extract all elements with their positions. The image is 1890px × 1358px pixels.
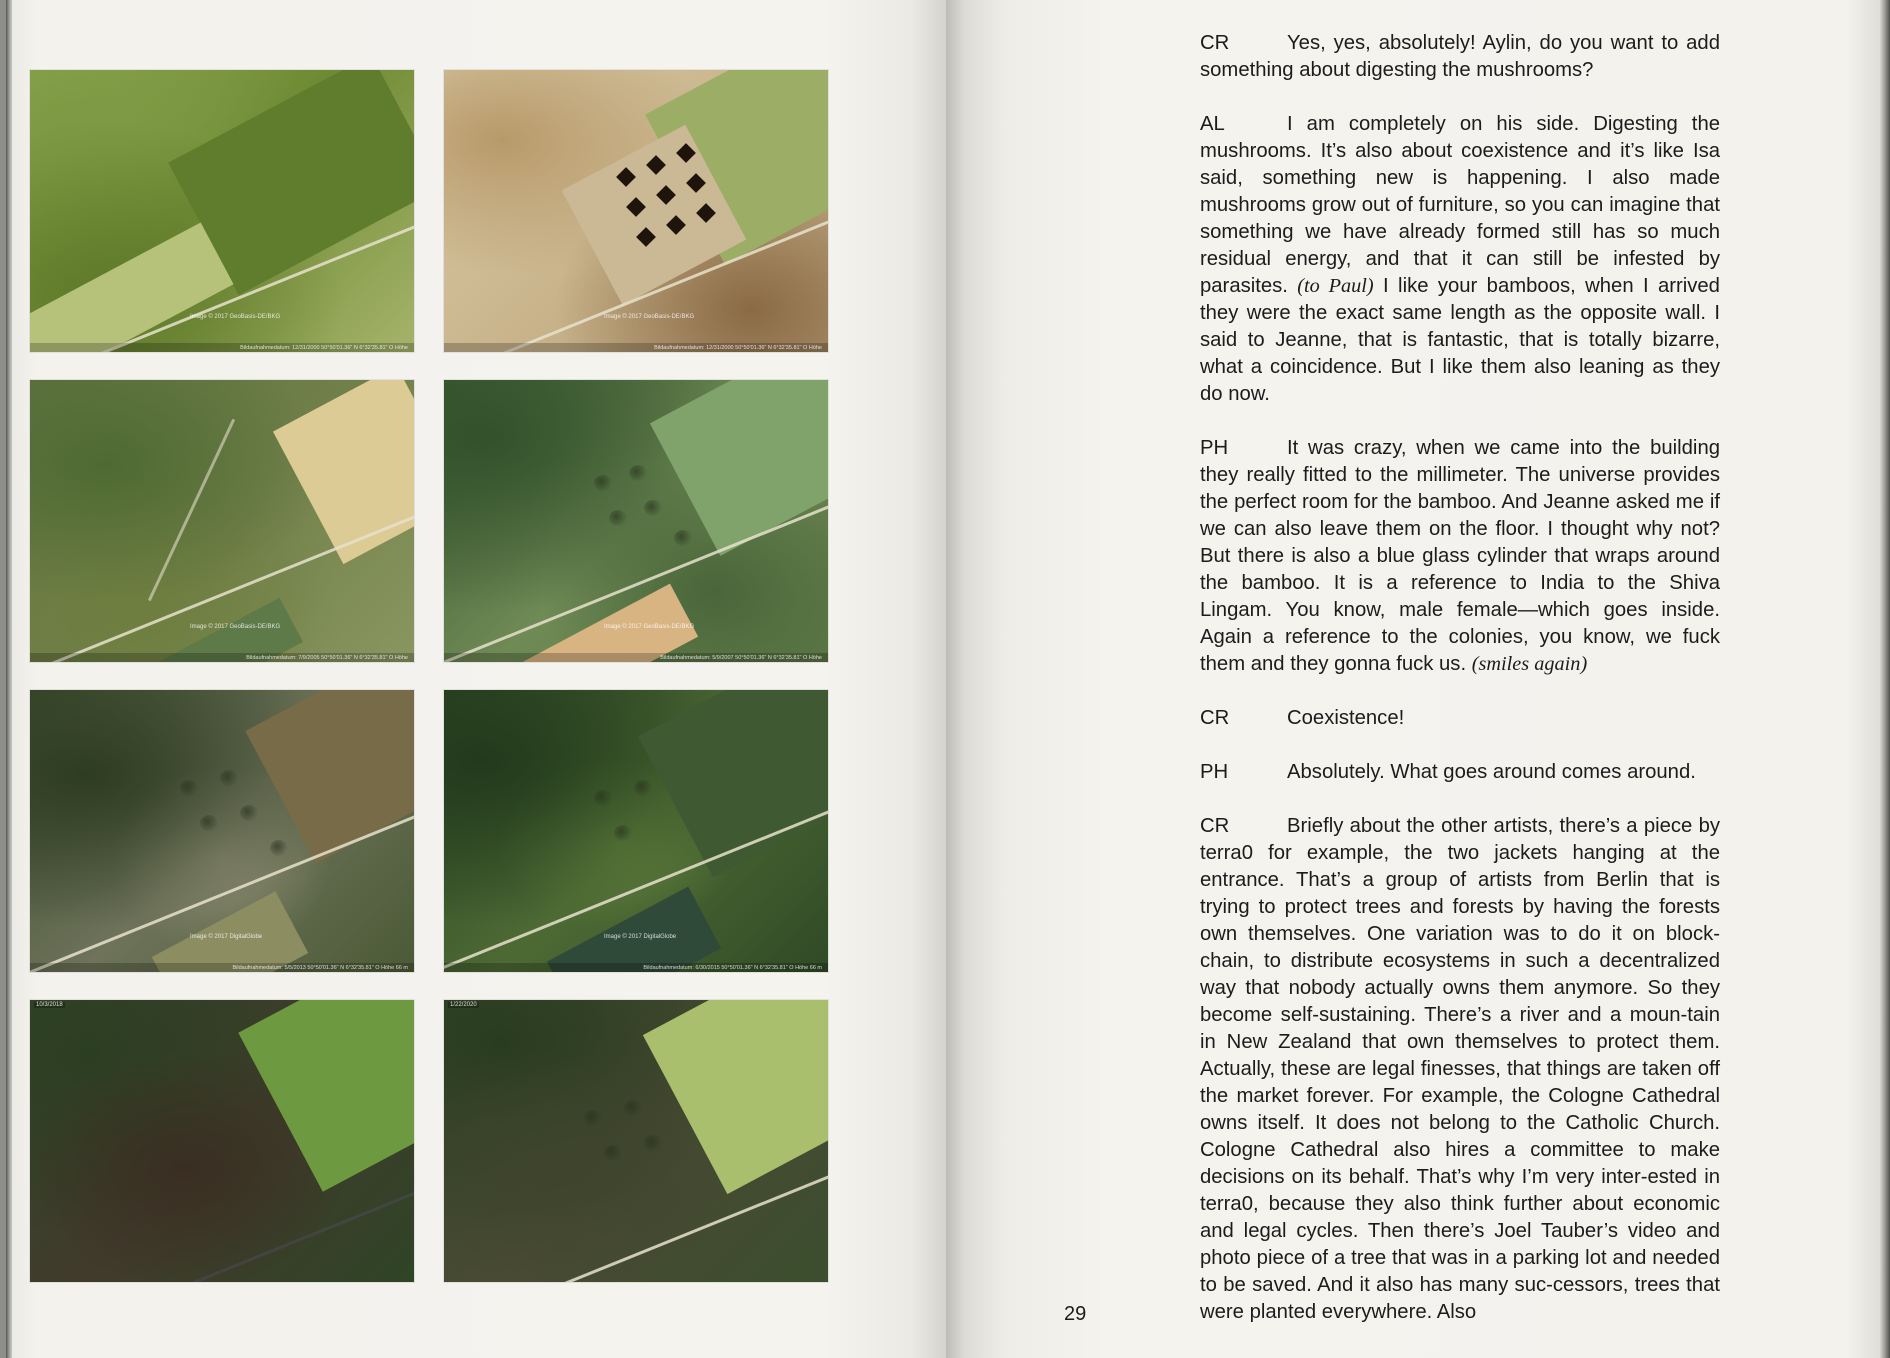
right-page-edge: [1880, 0, 1890, 1358]
stage-direction: (smiles again): [1471, 653, 1588, 675]
aerial-photo-8: [444, 1000, 828, 1282]
utterance: Yes, yes, absolutely! Aylin, do you want to add something about digesting the mushrooms?: [1200, 32, 1720, 81]
aerial-photo-6: [444, 690, 828, 972]
crater-mark: [614, 825, 632, 841]
utterance: Briefly about the other artists, there’s a piece by terra0 for example, the two jackets hanging at the entrance. That’s a group of artists from Berlin that is trying to protect trees and forests by having the forests own themselves. One variation was to do it on block-chain, to distribute ecosystems in such a decentralized way that nobody actually owns them anymore. So they become self-sustaining. There’s a river and a moun-tain in New Zealand that own themselves to protect them. Actually, these are legal finesses, that things are taken off the market forever. For example, the Cologne Cathedral owns itself. It does not belong to the Catholic Church. Cologne Cathedral also hires a committee to make decisions on its behalf. That’s why I’m very inter-ested in terra0, because they also think further about economic and legal cycles. Then there’s Joel Tauber’s video and photo piece of a tree that was in a parking lot and needed to be saved. And it also has many suc-cessors, trees that were planted everywhere. Also: [1200, 815, 1720, 1323]
aerial-photo-4: [444, 380, 828, 662]
image-footer: Bildaufnahmedatum: 5/5/2013 50°50'01.36" N 6°32'35.81" O Höhe 66 m: [232, 965, 408, 971]
left-page: [6, 0, 946, 1358]
right-page: [946, 0, 1890, 1358]
crater-mark: [624, 1100, 642, 1116]
crater-mark: [594, 475, 612, 491]
image-credit: Image © 2017 GeoBasis-DE/BKG: [604, 314, 695, 320]
speaker-label: PH: [1200, 761, 1229, 783]
utterance: Coexistence!: [1287, 707, 1405, 729]
image-date-stamp: 1/22/2020: [450, 1002, 477, 1008]
crater-mark: [609, 510, 627, 526]
aerial-photo-3: [30, 380, 414, 662]
dialogue-entry: [1200, 759, 1720, 786]
image-credit: Image © 2017 GeoBasis-DE/BKG: [604, 624, 695, 630]
image-credit: Image © 2017 DigitalGlobe: [604, 934, 677, 940]
crater-mark: [644, 500, 662, 516]
aerial-photo-1: [30, 70, 414, 352]
road: [444, 1164, 828, 1282]
interview-text: [1200, 30, 1720, 1353]
image-footer: Bildaufnahmedatum: 12/31/2000 50°50'01.36" N 6°32'35.81" O Höhe: [240, 345, 408, 351]
utterance: I am completely on his side. Digesting the mushrooms. It’s also about coexistence and it’s like Isa said, something new is happening. I also made mushrooms grow out of furniture, so you can imagine that something we have already formed still has so much residual energy, and that it can still be infested by parasites.: [1200, 113, 1720, 297]
field-patch: [30, 222, 234, 352]
aerial-photo-2: [444, 70, 828, 352]
field-patch: [643, 1000, 828, 1194]
image-credit: Image © 2017 GeoBasis-DE/BKG: [190, 624, 281, 630]
speaker-label: PH: [1200, 437, 1229, 459]
path: [148, 419, 235, 602]
crater-mark: [674, 530, 692, 546]
dialogue-entry: [1200, 705, 1720, 732]
image-date-stamp: 10/3/2018: [36, 1002, 63, 1008]
utterance: Absolutely. What goes around comes around.: [1287, 761, 1696, 783]
field-patch: [650, 380, 828, 556]
image-credit: Image © 2017 DigitalGlobe: [190, 934, 263, 940]
field-patch: [273, 380, 414, 564]
crater-mark: [240, 805, 258, 821]
field-patch: [238, 1000, 414, 1192]
road: [180, 1174, 414, 1282]
image-footer: Bildaufnahmedatum: 6/30/2015 50°50'01.36" N 6°32'35.81" O Höhe 66 m: [643, 965, 822, 971]
utterance: It was crazy, when we came into the building they really fitted to the millimeter. The universe provides the perfect room for the bamboo. And Jeanne asked me if we can also leave them on the floor. I thought why not? But there is also a blue glass cylinder that wraps around the bamboo. It is a reference to India to the Shiva Lingam. You know, male female—which goes inside. Again a reference to the colonies, you know, we fuck them and they gonna fuck us.: [1200, 437, 1720, 675]
stage-direction: (to Paul): [1297, 275, 1374, 297]
dialogue-entry: [1200, 30, 1720, 84]
crater-mark: [594, 790, 612, 806]
aerial-photo-7: [30, 1000, 414, 1282]
dialogue-entry: [1200, 435, 1720, 678]
crater-mark: [200, 815, 218, 831]
image-footer: Bildaufnahmedatum: 12/31/2000 50°50'01.36" N 6°32'35.81" O Höhe: [654, 345, 822, 351]
crater-mark: [584, 1110, 602, 1126]
crater-mark: [180, 780, 198, 796]
speaker-label: CR: [1200, 815, 1230, 837]
dialogue-entry: [1200, 111, 1720, 408]
aerial-photo-5: [30, 690, 414, 972]
image-footer: Bildaufnahmedatum: 5/9/2007 50°50'01.36" N 6°32'35.81" O Höhe: [660, 655, 822, 661]
crater-mark: [604, 1145, 622, 1161]
crater-mark: [634, 780, 652, 796]
field-patch: [152, 891, 308, 972]
image-footer: Bildaufnahmedatum: 7/9/2005 50°50'01.36" N 6°32'35.81" O Höhe: [246, 655, 408, 661]
image-credit: Image © 2017 GeoBasis-DE/BKG: [190, 314, 281, 320]
crater-mark: [270, 840, 288, 856]
speaker-label: CR: [1200, 32, 1230, 54]
crater-mark: [644, 1135, 662, 1151]
field-patch: [547, 887, 721, 972]
crater-mark: [220, 770, 238, 786]
speaker-label: AL: [1200, 113, 1225, 135]
field-patch: [245, 690, 414, 863]
left-page-edge: [6, 0, 12, 1358]
page-number: 29: [1064, 1303, 1087, 1325]
crater-mark: [629, 465, 647, 481]
utterance: I like your bamboos, when I arrived they were the exact same length as the opposite wall. I said to Jeanne, that is fantastic, that is totally bizarre, what a coincidence. But I like them also leaning as they do now.: [1200, 275, 1720, 405]
speaker-label: CR: [1200, 707, 1230, 729]
dialogue-entry: [1200, 813, 1720, 1326]
